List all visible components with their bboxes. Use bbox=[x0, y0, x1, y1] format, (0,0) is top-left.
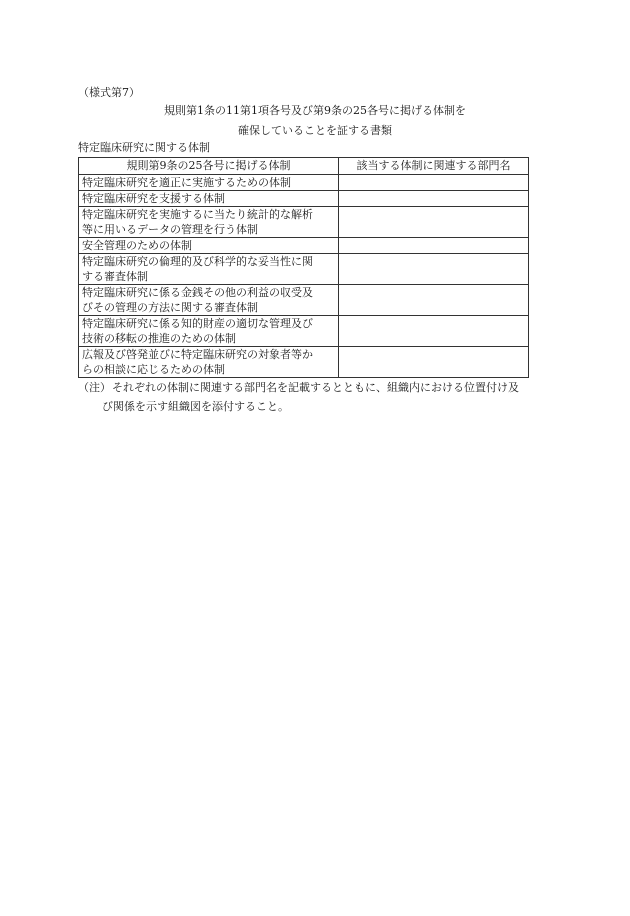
system-cell bbox=[79, 316, 339, 347]
system-cell bbox=[79, 207, 339, 238]
form-number: （様式第7） bbox=[78, 86, 140, 99]
system-cell-line: 特定臨床研究を実施するに当たり統計的な解析 bbox=[82, 208, 313, 221]
department-cell[interactable] bbox=[339, 347, 529, 378]
system-cell bbox=[79, 175, 339, 191]
system-cell-line: 技術の移転の推進のための体制 bbox=[82, 332, 236, 345]
note-text-line2: び関係を示す組織図を添付すること。 bbox=[102, 400, 289, 413]
system-cell bbox=[79, 254, 339, 285]
table-row bbox=[79, 207, 529, 238]
system-cell-line: びその管理の方法に関する審査体制 bbox=[82, 301, 258, 314]
system-cell-line: 広報及び啓発並びに特定臨床研究の対象者等か bbox=[82, 348, 313, 361]
system-cell bbox=[79, 347, 339, 378]
system-cell-line: らの相談に応じるための体制 bbox=[82, 363, 225, 376]
system-cell-line: する審査体制 bbox=[82, 270, 148, 283]
section-title: 特定臨床研究に関する体制 bbox=[78, 141, 210, 154]
table-row bbox=[79, 175, 529, 191]
column-header-system: 規則第9条の25各号に掲げる体制 bbox=[79, 158, 339, 175]
department-cell[interactable] bbox=[339, 238, 529, 254]
document-title-line2: 確保していることを証する書類 bbox=[238, 124, 392, 137]
department-cell[interactable] bbox=[339, 207, 529, 238]
table-row bbox=[79, 254, 529, 285]
system-cell bbox=[79, 191, 339, 207]
system-cell-line: 等に用いるデータの管理を行う体制 bbox=[82, 223, 258, 236]
column-header-department: 該当する体制に関連する部門名 bbox=[339, 158, 529, 175]
system-cell-line: 特定臨床研究に係る知的財産の適切な管理及び bbox=[82, 317, 313, 330]
note-label: （注） bbox=[78, 381, 111, 394]
department-cell[interactable] bbox=[339, 285, 529, 316]
note-text-line1: それぞれの体制に関連する部門名を記載するとともに、組織内における位置付け及 bbox=[112, 381, 519, 394]
system-cell bbox=[79, 285, 339, 316]
system-cell-line: 安全管理のための体制 bbox=[82, 239, 192, 252]
table-row bbox=[79, 191, 529, 207]
department-cell[interactable] bbox=[339, 191, 529, 207]
table-row bbox=[79, 238, 529, 254]
system-table bbox=[78, 157, 529, 378]
system-cell bbox=[79, 238, 339, 254]
note bbox=[78, 378, 538, 416]
department-cell[interactable] bbox=[339, 175, 529, 191]
table-row bbox=[79, 285, 529, 316]
table-row bbox=[79, 316, 529, 347]
system-cell-line: 特定臨床研究の倫理的及び科学的な妥当性に関 bbox=[82, 255, 313, 268]
system-cell-line: 特定臨床研究に係る金銭その他の利益の収受及 bbox=[82, 286, 313, 299]
department-cell[interactable] bbox=[339, 254, 529, 285]
system-cell-line: 特定臨床研究を支援する体制 bbox=[82, 192, 225, 205]
table-row bbox=[79, 347, 529, 378]
system-cell-line: 特定臨床研究を適正に実施するための体制 bbox=[82, 176, 291, 189]
document-title-line1: 規則第1条の11第1項各号及び第9条の25各号に掲げる体制を bbox=[164, 104, 466, 117]
table-header-row bbox=[79, 158, 529, 175]
department-cell[interactable] bbox=[339, 316, 529, 347]
